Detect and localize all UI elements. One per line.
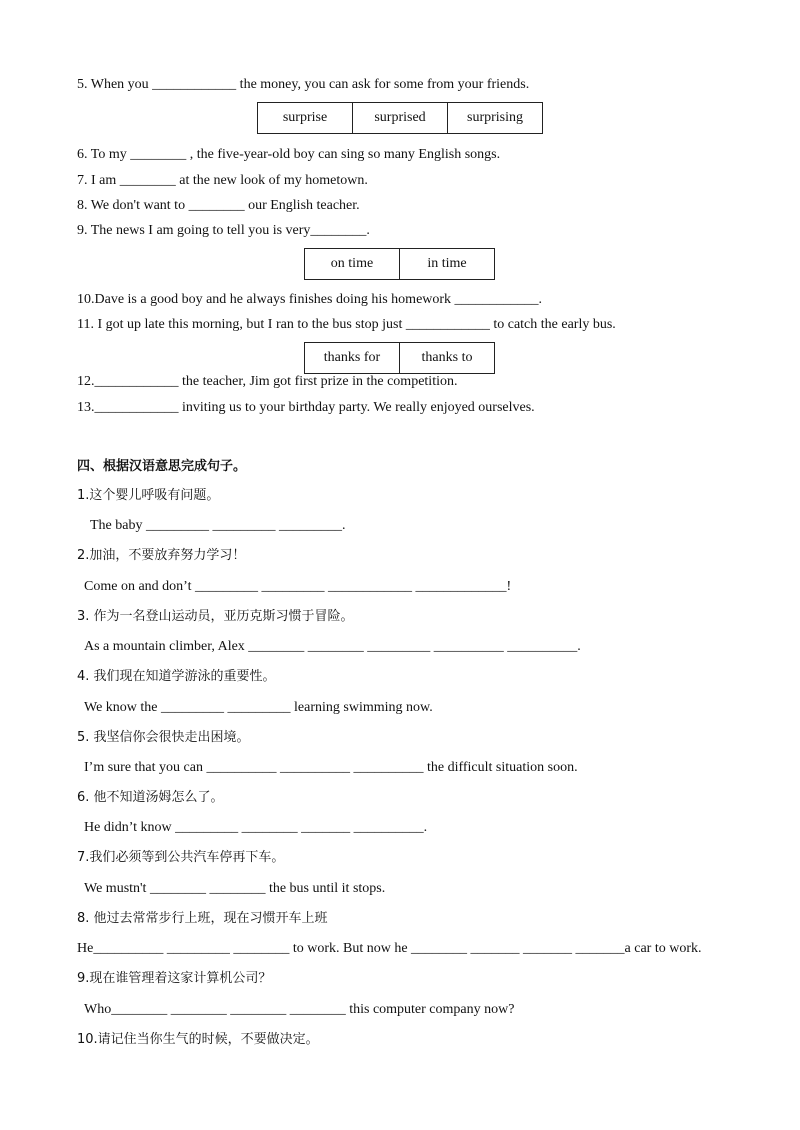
english-blank-line: As a mountain climber, Alex ________ ________ _________ __________ __________. [84,639,581,654]
chinese-prompt: 4. 我们现在知道学游泳的重要性。 [77,669,276,684]
chinese-prompt: 2.加油，不要放弃努力学习！ [77,548,246,563]
chinese-prompt: 3. 作为一名登山运动员，亚历克斯习惯于冒险。 [77,609,354,624]
english-blank-line: We mustn't ________ ________ the bus until it stops. [84,881,386,896]
word-option: surprise [258,103,353,133]
chinese-prompt: 7.我们必须等到公共汽车停再下车。 [77,850,285,865]
chinese-prompt: 5. 我坚信你会很快走出困境。 [77,730,250,745]
english-blank-line: The baby _________ _________ _________. [90,518,346,533]
word-box-thanks [304,342,495,374]
english-blank-line: We know the _________ _________ learning swimming now. [84,700,433,715]
question-5: 5. When you ____________ the money, you can ask for some from your friends. [77,77,530,92]
chinese-prompt: 9.现在谁管理着这家计算机公司？ [77,971,272,986]
question-7: 7. I am ________ at the new look of my hometown. [77,173,368,188]
question-10: 10.Dave is a good boy and he always finishes doing his homework ____________. [77,292,543,307]
word-option: surprised [353,103,448,133]
word-option: in time [427,256,467,271]
english-blank-line: I’m sure that you can __________ __________ __________ the difficult situation soon. [84,760,578,775]
section-heading: 四、根据汉语意思完成句子。 [77,459,247,474]
question-13: 13.____________ inviting us to your birthday party. We really enjoyed ourselves. [77,400,535,415]
question-12: 12.____________ the teacher, Jim got first prize in the competition. [77,374,458,389]
question-11: 11. I got up late this morning, but I ran to the bus stop just ____________ to catch the early bus. [77,317,616,332]
word-option: thanks to [421,350,473,365]
chinese-prompt: 6. 他不知道汤姆怎么了。 [77,790,224,805]
word-box-time [304,248,495,280]
english-blank-line: He__________ _________ ________ to work. But now he ________ _______ _______ _______a car to work. [77,941,702,956]
word-option: thanks for [305,343,400,373]
question-8: 8. We don't want to ________ our English teacher. [77,198,360,213]
chinese-prompt: 10.请记住当你生气的时候，不要做决定。 [77,1032,319,1047]
question-9: 9. The news I am going to tell you is very________. [77,223,370,238]
english-blank-line: Who________ ________ ________ ________ this computer company now? [84,1002,515,1017]
word-option: on time [305,249,400,279]
chinese-prompt: 1.这个婴儿呼吸有问题。 [77,488,220,503]
english-blank-line: He didn’t know _________ ________ _______ __________. [84,820,428,835]
chinese-prompt: 8. 他过去常常步行上班，现在习惯开车上班 [77,911,328,926]
english-blank-line: Come on and don’t _________ _________ ____________ _____________! [84,579,512,594]
word-box-surprise [257,102,543,134]
word-option: surprising [467,110,523,125]
question-6: 6. To my ________ , the five-year-old boy can sing so many English songs. [77,147,501,162]
